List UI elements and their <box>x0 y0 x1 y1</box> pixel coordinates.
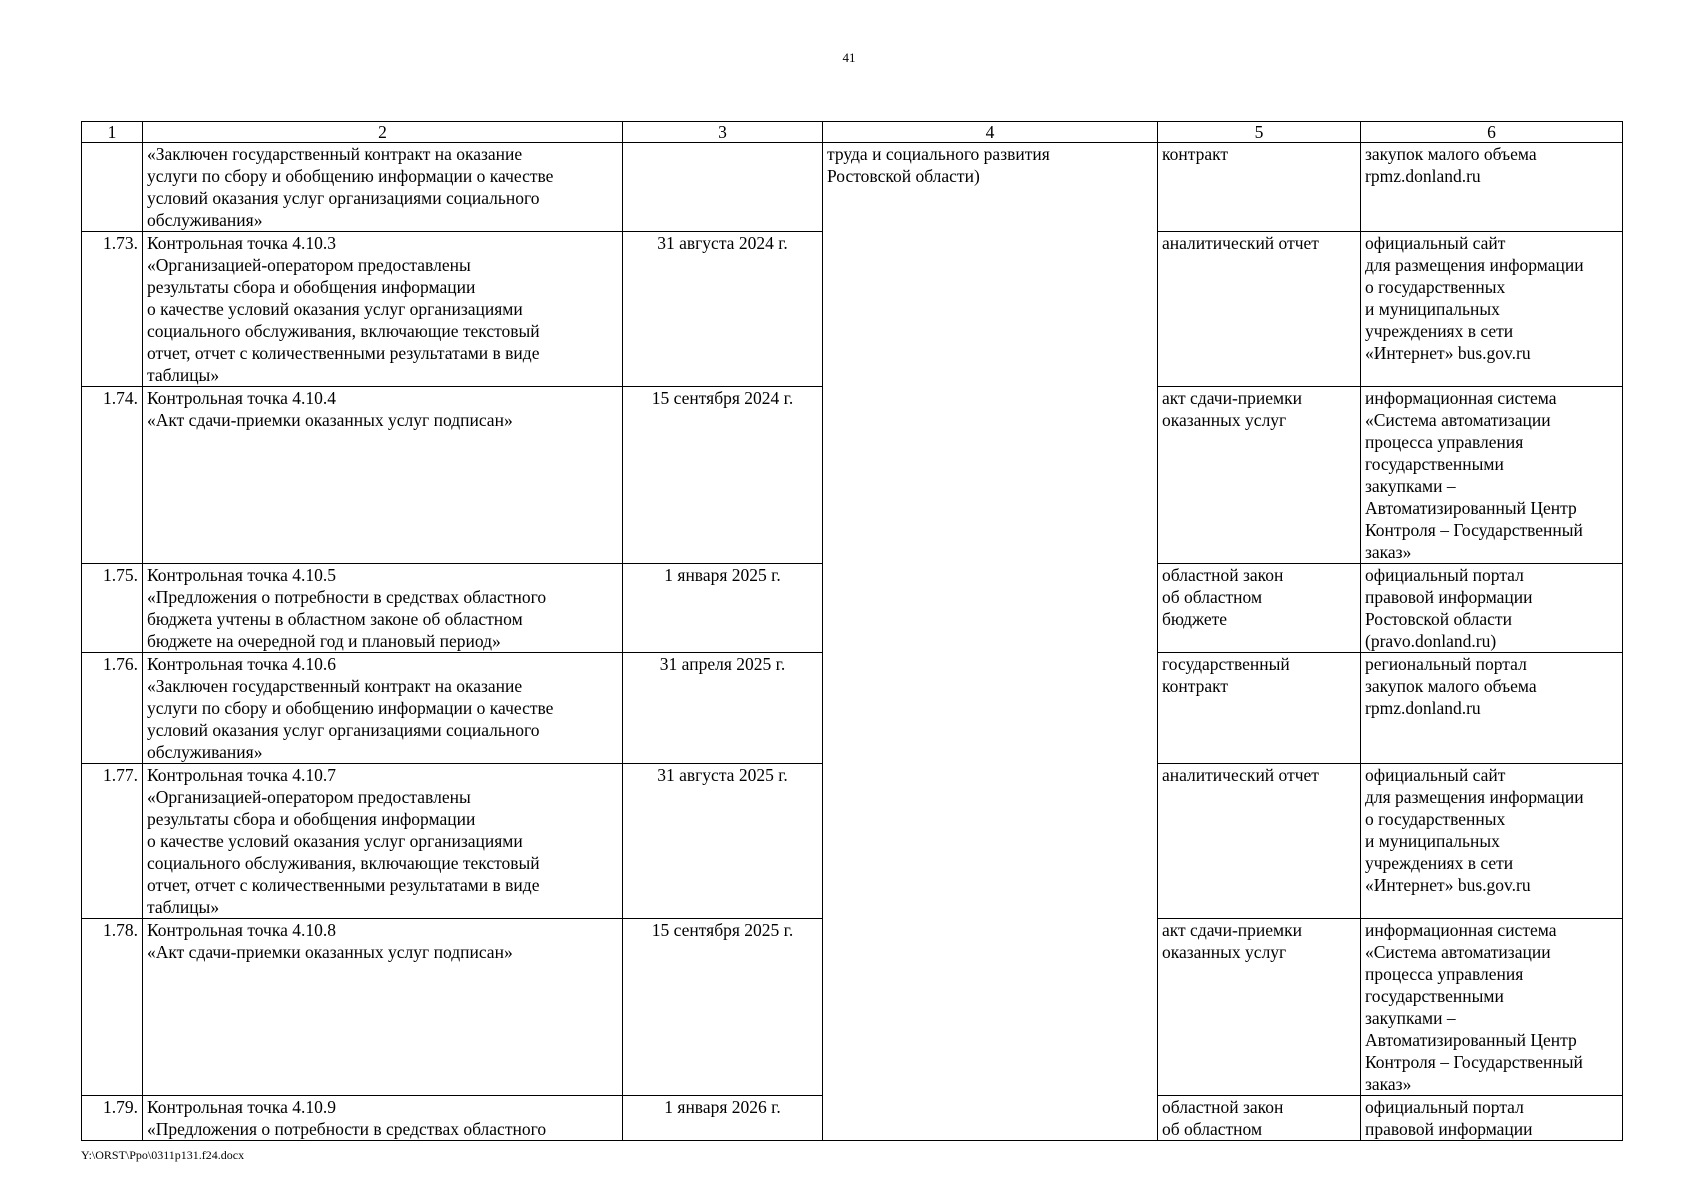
cell-line: и муниципальных <box>1365 299 1500 319</box>
cell-line: официальный портал <box>1365 1097 1524 1117</box>
information-source <box>1361 387 1623 564</box>
information-source <box>1361 919 1623 1096</box>
cell-line: официальный сайт <box>1365 765 1506 785</box>
row-number: 1.75. <box>82 564 143 653</box>
responsible-executor <box>823 143 1158 1141</box>
event-description <box>143 764 623 919</box>
cell-line: социального обслуживания, включающие текстовый <box>147 321 540 341</box>
header-col-5: 5 <box>1158 122 1361 143</box>
event-description <box>143 232 623 387</box>
cell-line: областной закон <box>1162 565 1284 585</box>
cell-line: услуги по сбору и обобщению информации о качестве <box>147 698 554 718</box>
cell-line: процесса управления <box>1365 432 1524 452</box>
cell-line: социального обслуживания, включающие текстовый <box>147 853 540 873</box>
row-number: 1.73. <box>82 232 143 387</box>
event-description <box>143 143 623 232</box>
header-col-2: 2 <box>143 122 623 143</box>
cell-line: контракт <box>1162 144 1229 164</box>
cell-line: закупок малого объема <box>1365 676 1537 696</box>
deadline-date <box>623 143 823 232</box>
cell-line: правовой информации <box>1365 1119 1533 1139</box>
header-col-1: 1 <box>82 122 143 143</box>
information-source <box>1361 653 1623 764</box>
cell-line: учреждениях в сети <box>1365 853 1514 873</box>
cell-line: акт сдачи-приемки <box>1162 388 1302 408</box>
cell-line: аналитический отчет <box>1162 233 1319 253</box>
cell-line: «Акт сдачи-приемки оказанных услуг подписан» <box>147 942 513 962</box>
deadline-date: 31 августа 2025 г. <box>623 764 823 919</box>
confirming-document <box>1158 1096 1361 1141</box>
event-description <box>143 653 623 764</box>
confirming-document <box>1158 564 1361 653</box>
cell-line: информационная система <box>1365 388 1557 408</box>
cell-line: и муниципальных <box>1365 831 1500 851</box>
cell-line: закупками – <box>1365 1008 1456 1028</box>
cell-line: «Заключен государственный контракт на оказание <box>147 144 523 164</box>
cell-line: результаты сбора и обобщения информации <box>147 277 476 297</box>
cell-line: заказ» <box>1365 1074 1412 1094</box>
cell-line: закупок малого объема <box>1365 144 1537 164</box>
measures-table <box>81 121 1623 1141</box>
cell-line: (pravo.donland.ru) <box>1365 631 1497 651</box>
cell-line: Контрольная точка 4.10.3 <box>147 233 336 253</box>
cell-line: о качестве условий оказания услуг организациями <box>147 831 523 851</box>
cell-line: государственными <box>1365 986 1504 1006</box>
cell-line: об областном <box>1162 587 1263 607</box>
cell-line: Контрольная точка 4.10.4 <box>147 388 336 408</box>
cell-line: Контрольная точка 4.10.7 <box>147 765 336 785</box>
confirming-document <box>1158 919 1361 1096</box>
confirming-document <box>1158 387 1361 564</box>
page-number: 41 <box>842 50 856 65</box>
cell-line: закупками – <box>1365 476 1456 496</box>
cell-line: обслуживания» <box>147 742 263 762</box>
row-number: 1.78. <box>82 919 143 1096</box>
cell-line: бюджете <box>1162 609 1228 629</box>
information-source <box>1361 232 1623 387</box>
deadline-date: 15 сентября 2024 г. <box>623 387 823 564</box>
event-description <box>143 387 623 564</box>
cell-line: «Организацией-оператором предоставлены <box>147 255 471 275</box>
confirming-document <box>1158 653 1361 764</box>
cell-line: официальный сайт <box>1365 233 1506 253</box>
cell-line: правовой информации <box>1365 587 1533 607</box>
row-number: 1.79. <box>82 1096 143 1141</box>
cell-line: таблицы» <box>147 365 220 385</box>
deadline-date: 31 апреля 2025 г. <box>623 653 823 764</box>
cell-line: Контроля – Государственный <box>1365 520 1583 540</box>
header-col-3: 3 <box>623 122 823 143</box>
cell-line: «Организацией-оператором предоставлены <box>147 787 471 807</box>
cell-line: заказ» <box>1365 542 1412 562</box>
table-row <box>82 143 1623 232</box>
cell-line: информационная система <box>1365 920 1557 940</box>
information-source <box>1361 1096 1623 1141</box>
cell-line: региональный портал <box>1365 654 1527 674</box>
deadline-date: 1 января 2025 г. <box>623 564 823 653</box>
cell-line: «Предложения о потребности в средствах областного <box>147 587 547 607</box>
cell-line: «Система автоматизации <box>1365 942 1551 962</box>
cell-line: «Интернет» bus.gov.ru <box>1365 875 1531 895</box>
cell-line: Автоматизированный Центр <box>1365 1030 1577 1050</box>
cell-line: о государственных <box>1365 277 1506 297</box>
cell-line: Автоматизированный Центр <box>1365 498 1577 518</box>
cell-line: Контрольная точка 4.10.9 <box>147 1097 336 1117</box>
cell-line: услуги по сбору и обобщению информации о качестве <box>147 166 554 186</box>
cell-line: акт сдачи-приемки <box>1162 920 1302 940</box>
header-col-4: 4 <box>823 122 1158 143</box>
confirming-document <box>1158 143 1361 232</box>
cell-line: учреждениях в сети <box>1365 321 1514 341</box>
cell-line: государственными <box>1365 454 1504 474</box>
confirming-document <box>1158 232 1361 387</box>
confirming-document <box>1158 764 1361 919</box>
cell-line: таблицы» <box>147 897 220 917</box>
event-description <box>143 919 623 1096</box>
cell-line: Ростовской области <box>1365 609 1512 629</box>
cell-line: бюджете на очередной год и плановый период» <box>147 631 501 651</box>
cell-line: результаты сбора и обобщения информации <box>147 809 476 829</box>
cell-line: «Предложения о потребности в средствах областного <box>147 1119 547 1139</box>
information-source <box>1361 764 1623 919</box>
cell-line: условий оказания услуг организациями социального <box>147 188 540 208</box>
cell-line: rpmz.donland.ru <box>1365 698 1481 718</box>
cell-line: Контроля – Государственный <box>1365 1052 1583 1072</box>
cell-line: для размещения информации <box>1365 255 1584 275</box>
header-col-6: 6 <box>1361 122 1623 143</box>
information-source <box>1361 564 1623 653</box>
cell-line: бюджета учтены в областном законе об областном <box>147 609 523 629</box>
cell-line: условий оказания услуг организациями социального <box>147 720 540 740</box>
cell-line: обслуживания» <box>147 210 263 230</box>
cell-line: «Заключен государственный контракт на оказание <box>147 676 523 696</box>
cell-line: отчет, отчет с количественными результатами в виде <box>147 343 540 363</box>
cell-line: «Интернет» bus.gov.ru <box>1365 343 1531 363</box>
cell-line: труда и социального развития <box>827 144 1050 164</box>
deadline-date: 31 августа 2024 г. <box>623 232 823 387</box>
cell-line: Контрольная точка 4.10.8 <box>147 920 336 940</box>
cell-line: контракт <box>1162 676 1229 696</box>
cell-line: «Система автоматизации <box>1365 410 1551 430</box>
row-number: 1.77. <box>82 764 143 919</box>
cell-line: отчет, отчет с количественными результатами в виде <box>147 875 540 895</box>
cell-line: для размещения информации <box>1365 787 1584 807</box>
cell-line: об областном <box>1162 1119 1263 1139</box>
information-source <box>1361 143 1623 232</box>
row-number: 1.74. <box>82 387 143 564</box>
row-number <box>82 143 143 232</box>
cell-line: о качестве условий оказания услуг организациями <box>147 299 523 319</box>
deadline-date: 15 сентября 2025 г. <box>623 919 823 1096</box>
cell-line: процесса управления <box>1365 964 1524 984</box>
deadline-date: 1 января 2026 г. <box>623 1096 823 1141</box>
cell-line: официальный портал <box>1365 565 1524 585</box>
event-description <box>143 564 623 653</box>
cell-line: о государственных <box>1365 809 1506 829</box>
cell-line: оказанных услуг <box>1162 410 1287 430</box>
event-description <box>143 1096 623 1141</box>
cell-line: Контрольная точка 4.10.6 <box>147 654 336 674</box>
cell-line: rpmz.donland.ru <box>1365 166 1481 186</box>
cell-line: Контрольная точка 4.10.5 <box>147 565 336 585</box>
table-header-row <box>82 122 1623 143</box>
cell-line: оказанных услуг <box>1162 942 1287 962</box>
cell-line: областной закон <box>1162 1097 1284 1117</box>
cell-line: государственный <box>1162 654 1290 674</box>
row-number: 1.76. <box>82 653 143 764</box>
footer-file-path: Y:\ORST\Ppo\0311p131.f24.docx <box>81 1148 245 1162</box>
cell-line: Ростовской области) <box>827 166 980 186</box>
cell-line: аналитический отчет <box>1162 765 1319 785</box>
cell-line: «Акт сдачи-приемки оказанных услуг подписан» <box>147 410 513 430</box>
